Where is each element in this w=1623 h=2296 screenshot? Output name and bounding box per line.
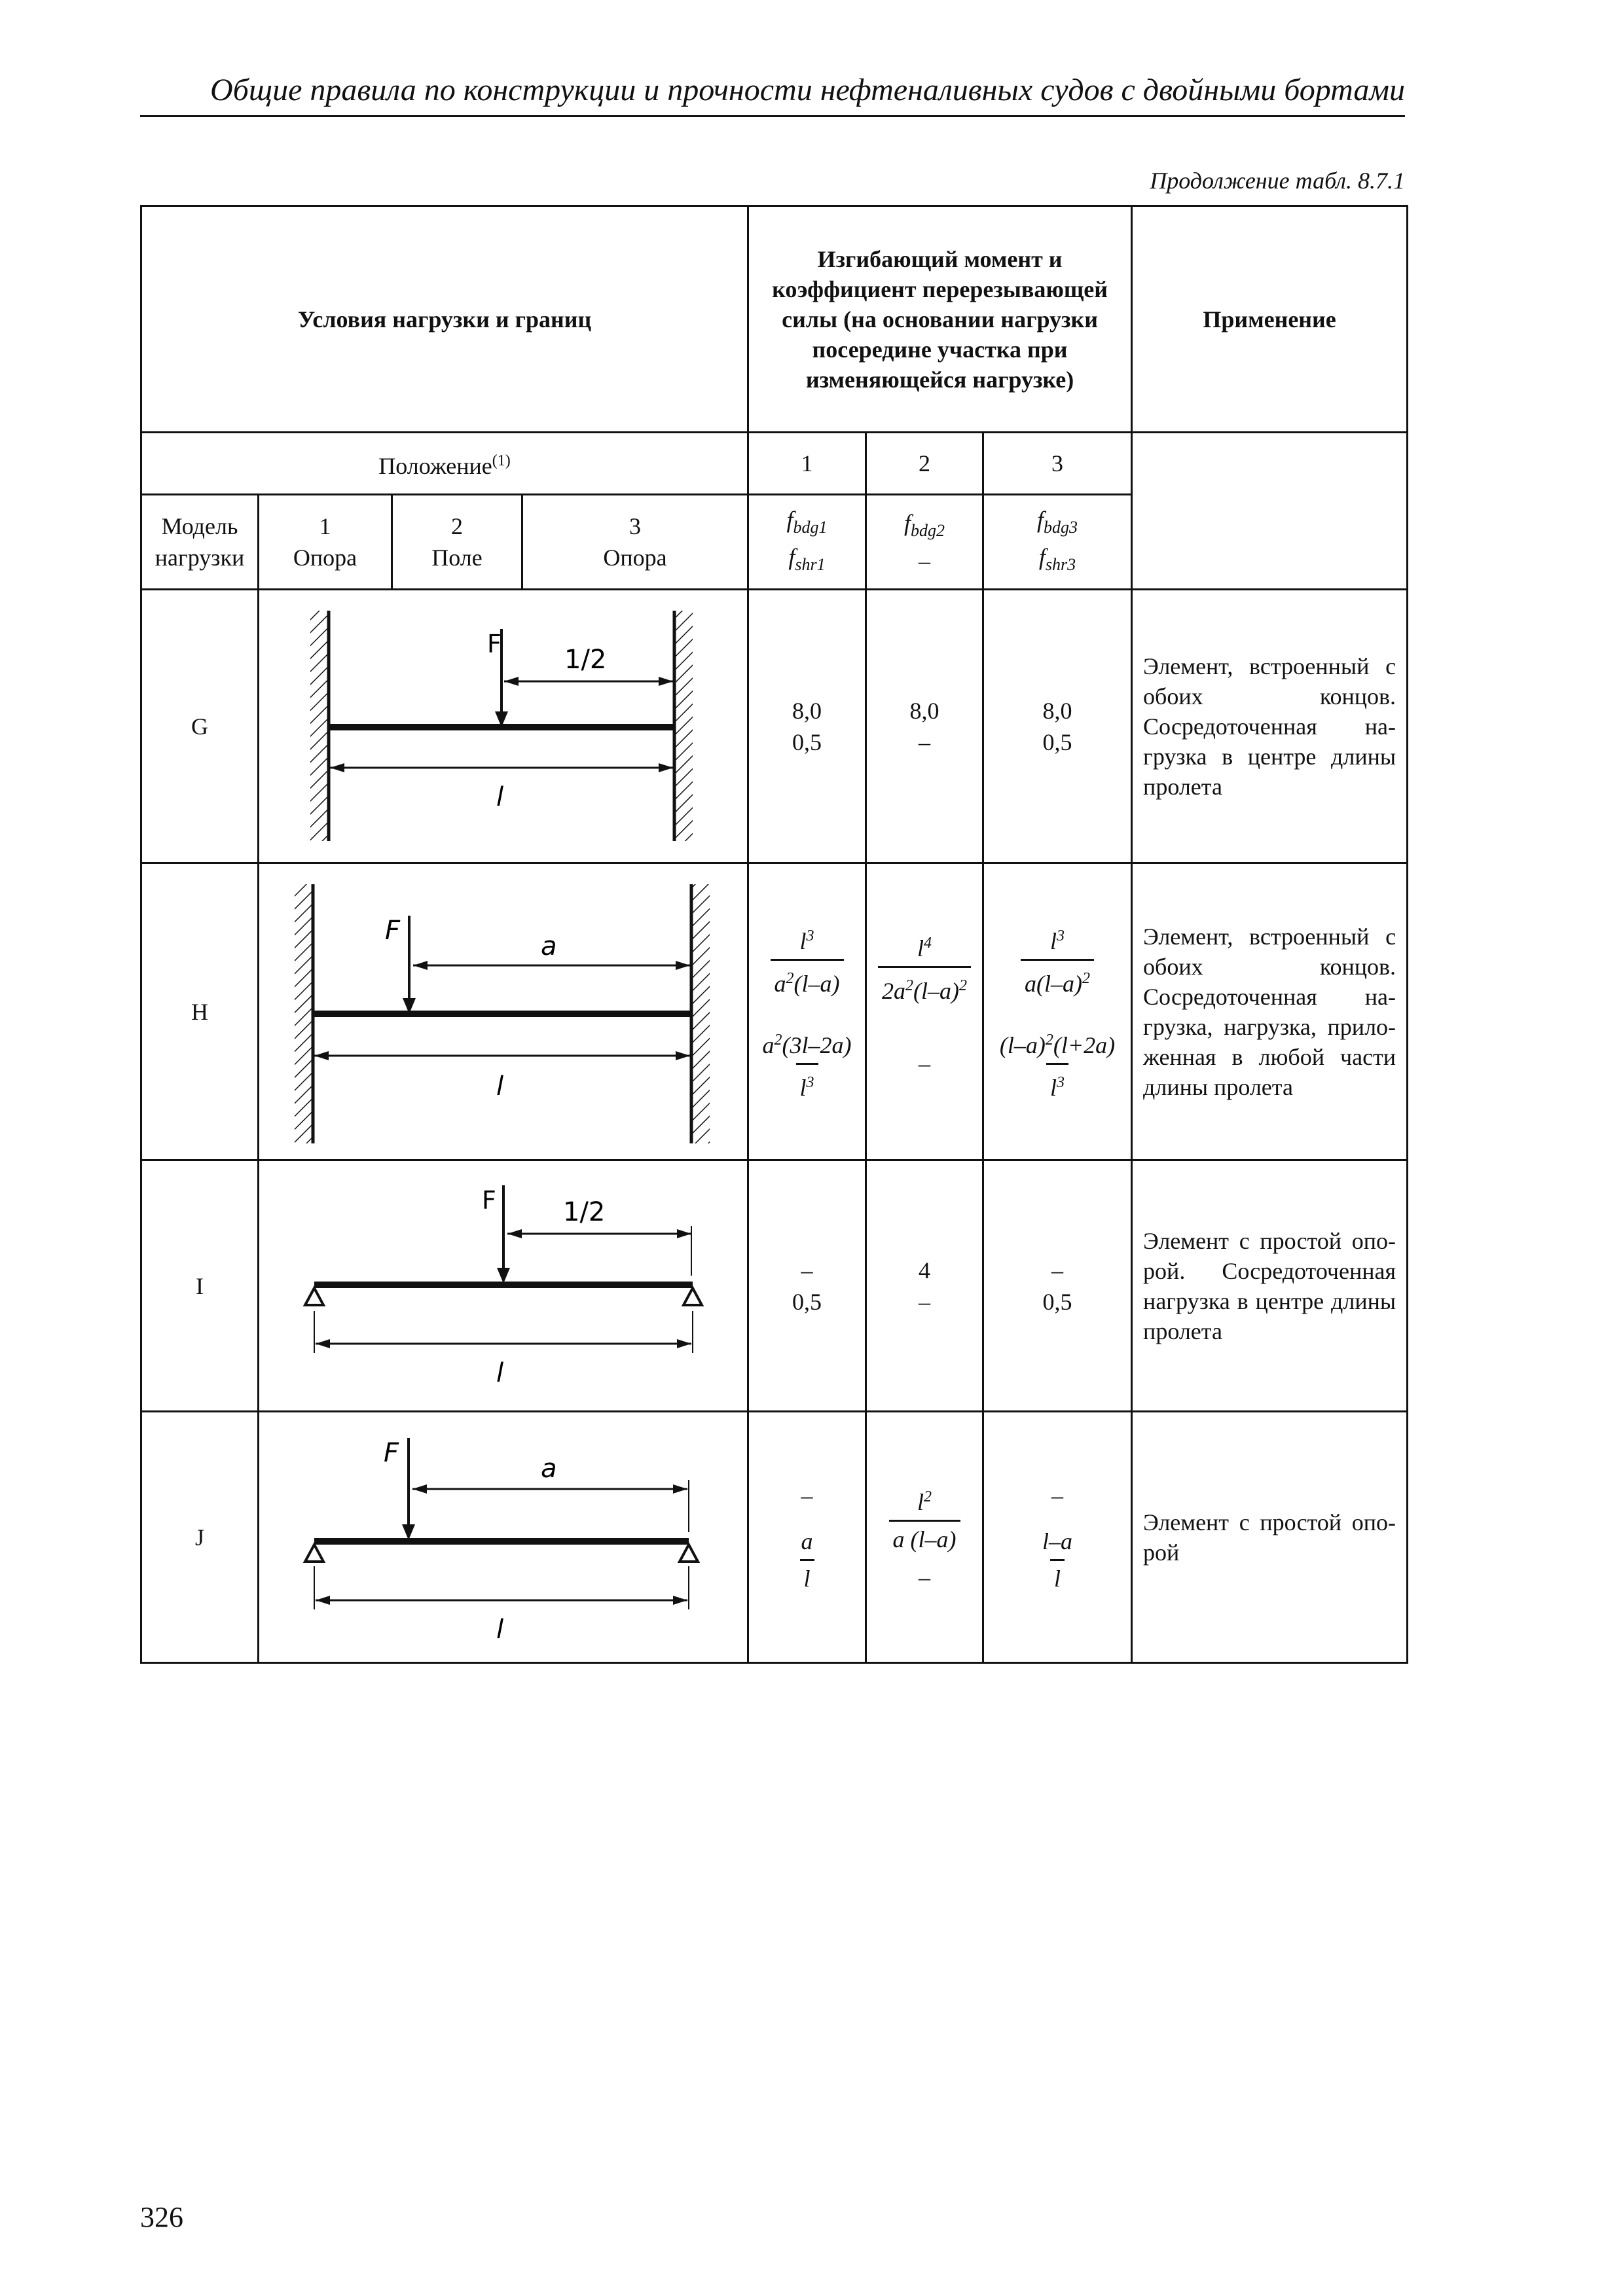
- bottom-dim-arrow-right: [677, 1339, 691, 1348]
- top-dim-arrow-right: [676, 961, 690, 970]
- location-2-cell: [392, 495, 522, 590]
- row-I-coef-1: – 0,5: [748, 1160, 866, 1412]
- row-J-coef-3: [983, 1412, 1132, 1663]
- location-1-name: Опора: [293, 545, 357, 571]
- coef-shr2-dash: –: [919, 547, 931, 574]
- location-3-name: Опора: [603, 545, 667, 571]
- bottom-dim-arrow-right: [659, 763, 673, 772]
- simply-supported-offset-load-diagram: [259, 1414, 749, 1660]
- bottom-dim-arrow-right: [676, 1051, 690, 1060]
- bottom-dim-arrow-left: [316, 1339, 330, 1348]
- row-J-coef-2: [866, 1412, 983, 1663]
- model-label-line-1: Модель: [161, 513, 238, 539]
- row-H: [141, 863, 1408, 1160]
- row-J-sketch-cell: [259, 1412, 748, 1663]
- force-arrow-head: [402, 1524, 415, 1540]
- bottom-dimension-label: l: [496, 1357, 504, 1388]
- row-I: [141, 1160, 1408, 1412]
- coef-cell-3: [983, 495, 1132, 590]
- right-wall-hatch: [691, 884, 710, 1143]
- location-2-number: 2: [451, 513, 463, 539]
- left-pin-support: [305, 1545, 323, 1562]
- top-dimension-label: 1/2: [563, 1196, 606, 1227]
- row-J-c3-fraction: $\frac{l-a}{l}$: [1038, 1526, 1076, 1594]
- position-label-cell: [141, 433, 748, 495]
- coef-f-shr3: $f_{shr3}$: [1038, 544, 1076, 575]
- right-wall-hatch: [674, 611, 693, 841]
- coef-f-shr1: $f_{shr1}$: [788, 544, 826, 575]
- top-dim-arrow-left: [413, 961, 428, 970]
- position-1: 1: [748, 433, 866, 495]
- bottom-dim-arrow-left: [316, 1596, 330, 1605]
- coef-f-bdg1: $f_{bdg1}$: [786, 506, 828, 537]
- row-J-application: Элемент с простой опорой: [1132, 1412, 1408, 1663]
- header-rule: [140, 115, 1405, 117]
- row-G-sketch-cell: [259, 590, 748, 863]
- running-header: Общие правила по конструкции и прочности нефтеналивных судов с двойными бортами: [210, 73, 1405, 107]
- header-moment-coefficient: Изгибающий момент и коэффициент перерезывающей силы (на основании нагрузки посередине участка при изменяющейся нагрузке): [748, 206, 1132, 433]
- row-J-c2-fraction: $\frac{l^2}{a (l-a)}$: [889, 1482, 960, 1554]
- row-J-coef-1: [748, 1412, 866, 1663]
- location-1-number: 1: [319, 513, 331, 539]
- row-G-application: Элемент, встроенный с обоих концов. Сосредоточенная нагрузка в центре длины пролета: [1132, 590, 1408, 863]
- coef-cell-1: [748, 495, 866, 590]
- beam-load-table: [140, 205, 1408, 1664]
- location-3-number: 3: [629, 513, 642, 539]
- row-H-c2-fraction-1: $\frac{l^4}{2a^2(l-a)^2}$: [878, 928, 971, 1006]
- bottom-dimension-label: l: [496, 1614, 504, 1645]
- force-label: F: [487, 629, 501, 658]
- top-dim-arrow-right: [677, 1229, 691, 1238]
- top-dimension-label: a: [541, 931, 557, 961]
- row-G-coef-1: 8,0 0,5: [748, 590, 866, 863]
- right-pin-support: [684, 1288, 702, 1305]
- row-I-coef-3: – 0,5: [983, 1160, 1132, 1412]
- header-application: Применение: [1132, 206, 1408, 433]
- simply-supported-center-load-diagram: [259, 1163, 749, 1409]
- row-H-c2-dash: –: [919, 1050, 931, 1077]
- left-wall-hatch: [310, 611, 329, 841]
- row-I-coef-2: 4 –: [866, 1160, 983, 1412]
- row-I-application: Элемент с простой опорой. Сосредоточенная нагрузка в центре длины пролета: [1132, 1160, 1408, 1412]
- model-label-line-2: нагрузки: [155, 545, 245, 571]
- row-G: [141, 590, 1408, 863]
- row-H-coef-2: [866, 863, 983, 1160]
- position-2: 2: [866, 433, 983, 495]
- coef-f-bdg2: $f_{bdg2}$: [904, 510, 945, 541]
- row-J: [141, 1412, 1408, 1663]
- bottom-dim-arrow-right: [673, 1596, 687, 1605]
- force-label: F: [384, 1437, 399, 1468]
- bottom-dim-arrow-left: [314, 1051, 329, 1060]
- location-1-cell: [259, 495, 392, 590]
- force-label: F: [482, 1185, 496, 1215]
- row-J-c2-dash: –: [919, 1564, 931, 1590]
- location-3-cell: [522, 495, 748, 590]
- left-wall-hatch: [295, 884, 313, 1143]
- row-J-c3-dash: –: [1051, 1482, 1064, 1509]
- header-row: [141, 206, 1408, 433]
- position-footnote-mark: (1): [492, 452, 511, 469]
- position-row: [141, 433, 1408, 495]
- force-label: F: [385, 915, 401, 946]
- row-H-c3-fraction-1: $\frac{l^3}{a(l-a)^2}$: [1021, 921, 1094, 999]
- top-dimension-label: 1/2: [564, 644, 607, 675]
- row-J-model: J: [141, 1412, 259, 1663]
- row-I-model: I: [141, 1160, 259, 1412]
- row-H-application: Элемент, встроенный с обоих концов. Сосредоточенная нагрузка, нагрузка, приложенная в любой части длины пролета: [1132, 863, 1408, 1160]
- row-G-coef-3: 8,0 0,5: [983, 590, 1132, 863]
- force-arrow-head: [497, 1268, 510, 1283]
- top-dim-arrow-left: [507, 1229, 522, 1238]
- left-pin-support: [305, 1288, 323, 1305]
- header-conditions: Условия нагрузки и границ: [141, 206, 748, 433]
- top-dim-arrow-right: [659, 677, 673, 686]
- page-number: 326: [140, 2201, 183, 2233]
- table-continuation-caption: Продолжение табл. 8.7.1: [1150, 168, 1405, 194]
- top-dim-arrow-right: [673, 1484, 687, 1494]
- top-dimension-label: a: [541, 1453, 557, 1484]
- row-H-sketch-cell: [259, 863, 748, 1160]
- coef-f-bdg3: $f_{bdg3}$: [1037, 506, 1078, 537]
- row-H-c1-fraction-1: $\frac{l^3}{a^2(l-a)}$: [771, 921, 844, 999]
- row-H-coef-1: [748, 863, 866, 1160]
- position-3: 3: [983, 433, 1132, 495]
- row-J-c1-dash: –: [801, 1482, 813, 1509]
- bottom-dim-arrow-left: [330, 763, 344, 772]
- top-dim-arrow-left: [412, 1484, 427, 1494]
- row-J-c1-fraction: $\frac{a}{l}$: [797, 1526, 817, 1594]
- row-H-coef-3: [983, 863, 1132, 1160]
- right-pin-support: [680, 1545, 698, 1562]
- fixed-beam-offset-load-diagram: [259, 866, 749, 1158]
- row-H-c1-fraction-2: $\frac{a^2(3l-2a)}{l^3}$: [759, 1025, 856, 1103]
- position-label: Положение: [378, 453, 492, 479]
- fixed-beam-center-load-diagram: [259, 592, 749, 861]
- location-2-name: Поле: [431, 545, 483, 571]
- row-I-sketch-cell: [259, 1160, 748, 1412]
- row-G-coef-2: 8,0 –: [866, 590, 983, 863]
- row-H-model: H: [141, 863, 259, 1160]
- row-G-model: G: [141, 590, 259, 863]
- model-label-cell: [141, 495, 259, 590]
- row-H-c3-fraction-2: $\frac{(l-a)^2(l+2a)}{l^3}$: [996, 1025, 1119, 1103]
- bottom-dimension-label: l: [496, 781, 504, 812]
- application-blank-cell: [1132, 433, 1408, 590]
- top-dim-arrow-left: [504, 677, 519, 686]
- coef-cell-2: [866, 495, 983, 590]
- bottom-dimension-label: l: [496, 1071, 504, 1102]
